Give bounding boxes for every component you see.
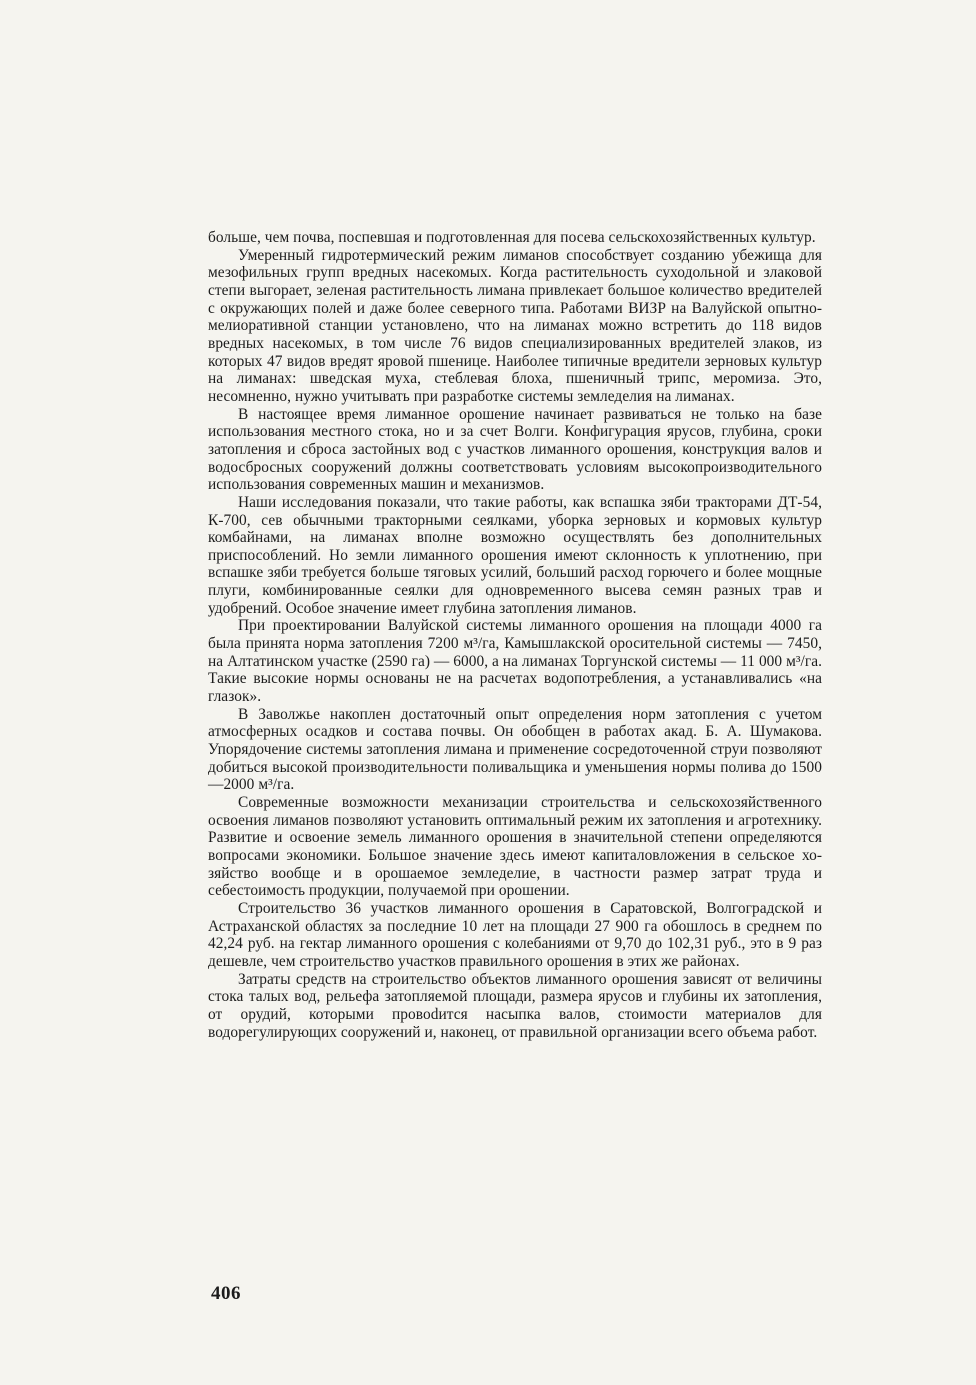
paragraph-research: Наши исследования показали, что такие работы, как вспашка зяби тракторами ДТ-54, К-700, сев обычными тракторными сеялками, уборка зерновых и кормовых культур комбайнами, на лиманах вполне возможно осуществлять без дополнительных приспособлений. Но земли лиманного орошения имеют склонность к уплотнению, при вспашке зяби требуется больше тяговых усилий, больший расход горючего и более мощные плуги, комбинированные сеялки для одновременного высева семян разных трав и удобрений. Особое значение имеет глубина затопления лиманов. <box>208 493 822 617</box>
paragraph-flooding-norms: При проектировании Валуйской системы лиманного орошения на площади 4000 га была принята норма затопления 7200 м³/га, Камышлакской оросительной системы — 7450, на Алтатинском участке (2590 га) — 6000, а на лиманах Торгунской системы — 11 000 м³/га. Такие высокие нормы основаны не на расчетах водопотребления, а устанавливались «на глазок». <box>208 617 822 706</box>
body-text <box>208 229 822 1041</box>
paragraph-construction-cost: Строительство 36 участков лиманного орошения в Саратовской, Волгоградской и Астраханской областях за последние 10 лет на площади 27 900 га обошлось в среднем по 42,24 руб. на гектар лиманного орошения с колебаниями от 9,70 до 102,31 руб., это в 9 раз дешевле, чем строительство участков правильного орошения в этих же районах. <box>208 899 822 970</box>
paragraph-expenses: Затраты средств на строительство объектов лиманного орошения зависят от величины стока талых вод, рельефа затопляемой площади, размера ярусов и глубины их затопления, от орудий, которыми провоdится насыпка валов, стоимости материалов для водорегулирующих сооружений и, наконец, от правильной организации всего объема работ. <box>208 970 822 1041</box>
paragraph-continuation: больше, чем почва, поспевшая и подготовленная для посева сельскохозяйственных культур. <box>208 229 816 246</box>
paragraph-volga-irrigation: В настоящее время лиманное орошение начинает развиваться не только на базе использования местного стока, но и за счет Волги. Конфигурация ярусов, глубина, сроки затопления и сброса застойных вод с участков лиманного орошения, конструкция валов и водосбросных сооружений должны соответствовать условиям высокопроизводительного использования современных машин и механизмов. <box>208 405 822 494</box>
paragraph-zavolzhye: В Заволжье накоплен достаточный опыт определения норм затопления с учетом атмосферных осадков и состава почвы. Он обобщен в работах акад. Б. А. Шумакова. Упорядочение системы затопления лимана и применение сосредоточенной струи позволяют добиться высокой производительности поливальщика и уменьшения нормы полива до 1500—2000 м³/га. <box>208 705 822 794</box>
page-number: 406 <box>211 1283 241 1304</box>
paragraph-mechanization: Современные возможности механизации строительства и сельскохозяйственного освоения лиманов позволяют установить оптимальный режим их затопления и агротехнику. Развитие и освоение земель лиманного орошения в значительной степени определяются вопросами экономики. Большое значение здесь имеют капиталовложения в сельское хозяйство вообще и в орошаемое земледелие, в частности размер затрат труда и себестоимость продукции, получаемой при орошении. <box>208 794 822 900</box>
paragraph-pests: Умеренный гидротермический режим лиманов способствует созданию убежища для мезофильных групп вредных насекомых. Когда растительность суходольной и злаковой степи выгорает, зеленая растительность лимана привлекает большое количество вредителей с окружающих полей и даже более северного типа. Работами ВИЗР на Валуйской опытно-мелиоративной станции установлено, что на лиманах можно встретить до 118 видов вредных насекомых, в том числе 76 видов специализированных вредителей злаков, из которых 47 видов вредят яровой пшенице. Наиболее типичные вредители зерновых культур на лиманах: шведская муха, стеблевая блоха, пшеничный трипс, меромиза. Это, несомненно, нужно учитывать при разработке системы земледелия на лиманах. <box>208 246 822 405</box>
